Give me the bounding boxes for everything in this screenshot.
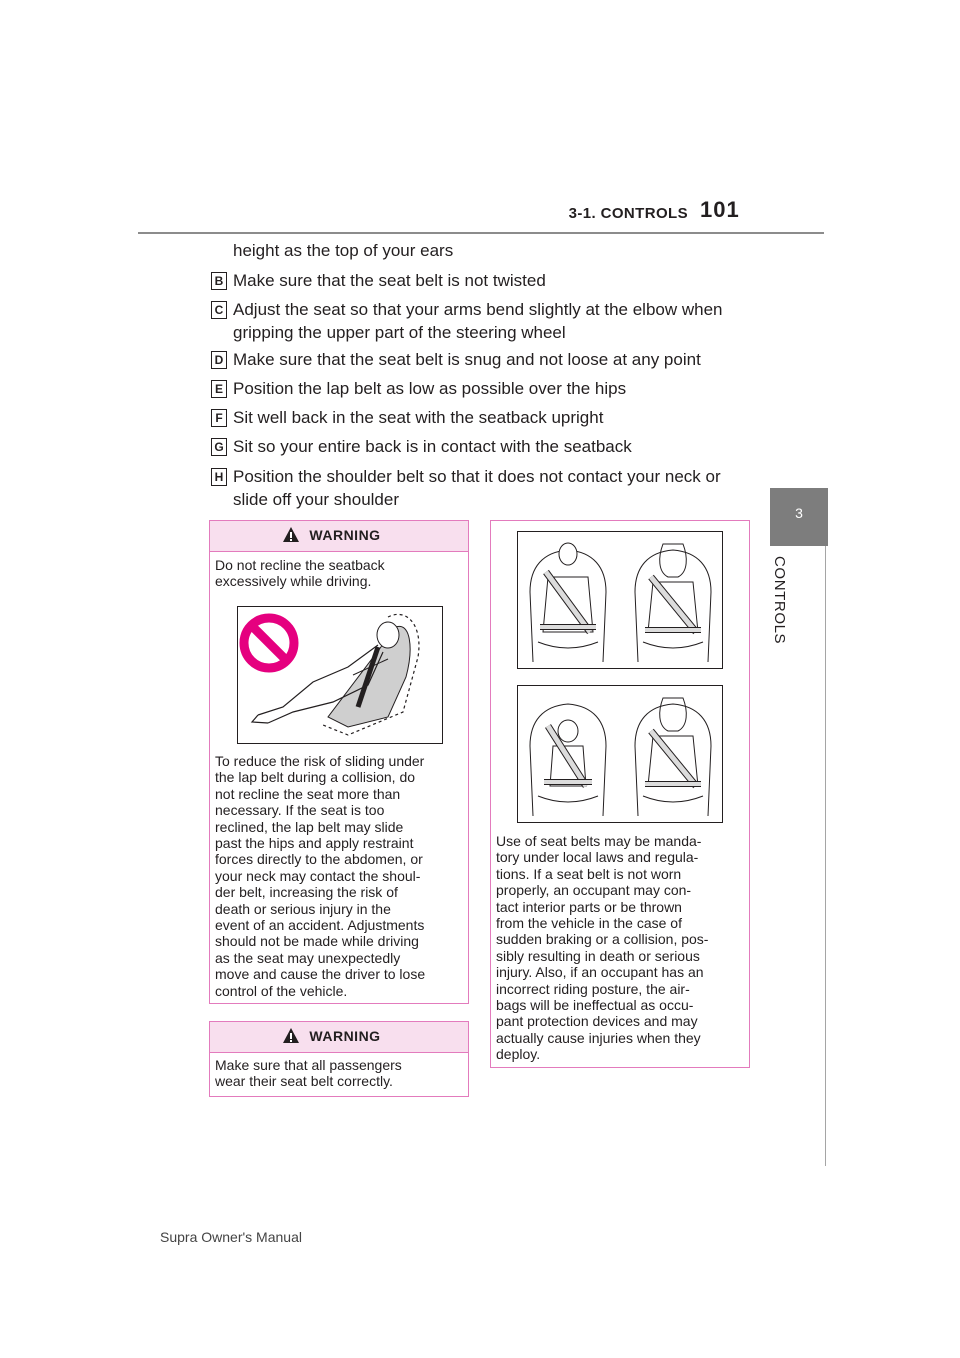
text-line: death or serious injury in the	[215, 900, 391, 917]
warning-header	[210, 521, 468, 552]
warning-box-passengers	[209, 1021, 469, 1097]
text-line: actually cause injuries when they	[496, 1029, 701, 1046]
list-item-text: Adjust the seat so that your arms bend slightly at the elbow when	[233, 300, 723, 319]
reclined-seat-illustration	[237, 606, 443, 744]
list-item-text: Position the shoulder belt so that it does not contact your neck or	[233, 467, 721, 486]
text-line: necessary. If the seat is too	[215, 802, 385, 819]
text-line: tact interior parts or be thrown	[496, 898, 682, 915]
warning-intro	[215, 557, 385, 590]
warning-body	[215, 1057, 402, 1090]
text-line: Use of seat belts may be manda-	[496, 833, 702, 849]
text-line: tions. If a seat belt is not worn	[496, 865, 682, 882]
warning-label: WARNING	[309, 1028, 381, 1044]
list-marker: B	[211, 272, 227, 290]
list-item-text: Sit well back in the seat with the seatback upright	[233, 408, 604, 427]
text-line: injury. Also, if an occupant has an	[496, 964, 704, 981]
footer-manual-title: Supra Owner's Manual	[160, 1229, 302, 1245]
text-line: sibly resulting in death or serious	[496, 947, 700, 964]
header-divider	[138, 232, 824, 234]
text-line: excessively while driving.	[215, 573, 372, 590]
panel-body	[496, 833, 708, 1063]
list-marker: D	[211, 351, 227, 369]
prohibited-icon	[244, 618, 294, 668]
child-and-adult-illustration	[517, 685, 723, 823]
warning-label: WARNING	[309, 527, 381, 543]
text-line: should not be made while driving	[215, 933, 419, 950]
text-line: Make sure that all passengers	[215, 1057, 402, 1073]
list-item-text: Position the lap belt as low as possible over the hips	[233, 379, 627, 398]
text-line: tory under local laws and regula-	[496, 849, 699, 866]
text-line: der belt, increasing the risk of	[215, 884, 398, 901]
text-line: event of an accident. Adjustments	[215, 917, 425, 934]
side-divider	[825, 546, 826, 1166]
list-marker: G	[211, 438, 227, 456]
page-number: 101	[700, 197, 740, 222]
child-with-seatbelt-drawing	[518, 686, 722, 822]
text-line: To reduce the risk of sliding under	[215, 753, 425, 769]
text-line: not recline the seat more than	[215, 785, 401, 802]
chapter-label: CONTROLS	[771, 556, 788, 645]
text-line: past the hips and apply restraint	[215, 835, 414, 852]
chapter-number: 3	[795, 505, 803, 521]
text-line: pant protection devices and may	[496, 1013, 698, 1030]
text-line: bags will be ineffectual as occu-	[496, 997, 694, 1014]
list-marker: H	[211, 468, 227, 486]
text-line: incorrect riding posture, the air-	[496, 980, 690, 997]
adult-occupants-illustration	[517, 531, 723, 669]
list-item-text: Make sure that the seat belt is snug and not loose at any point	[233, 350, 701, 369]
text-line: control of the vehicle.	[215, 982, 348, 999]
text-line: move and cause the driver to lose	[215, 966, 426, 983]
list-continuation: height as the top of your ears	[233, 241, 454, 260]
text-line: your neck may contact the shoul-	[215, 867, 421, 884]
text-line: the lap belt during a collision, do	[215, 769, 416, 786]
text-line: as the seat may unexpectedly	[215, 949, 401, 966]
text-line: wear their seat belt correctly.	[215, 1073, 393, 1090]
reclined-seat-drawing	[238, 607, 442, 743]
text-line: from the vehicle in the case of	[496, 915, 682, 932]
warning-header	[210, 1022, 468, 1053]
text-line: sudden braking or a collision, pos-	[496, 931, 709, 948]
list-item-text: Sit so your entire back is in contact with the seatback	[233, 437, 632, 456]
list-marker: C	[211, 301, 227, 319]
list-marker: F	[211, 409, 227, 427]
list-marker: E	[211, 380, 227, 398]
adults-with-seatbelts-drawing	[518, 532, 722, 668]
warning-box-recline	[209, 520, 469, 1004]
section-title: 3-1. CONTROLS	[568, 205, 688, 222]
list-item-text: Make sure that the seat belt is not twisted	[233, 271, 546, 290]
text-line: deploy.	[496, 1046, 541, 1063]
text-line: Do not recline the seatback	[215, 557, 385, 573]
seat-belt-info-panel	[490, 520, 750, 1068]
text-line: reclined, the lap belt may slide	[215, 818, 404, 835]
text-line: properly, an occupant may con-	[496, 882, 692, 899]
list-item-text: gripping the upper part of the steering wheel	[233, 323, 566, 342]
text-line: forces directly to the abdomen, or	[215, 851, 423, 868]
warning-body	[215, 753, 425, 999]
list-item-text: slide off your shoulder	[233, 490, 400, 509]
